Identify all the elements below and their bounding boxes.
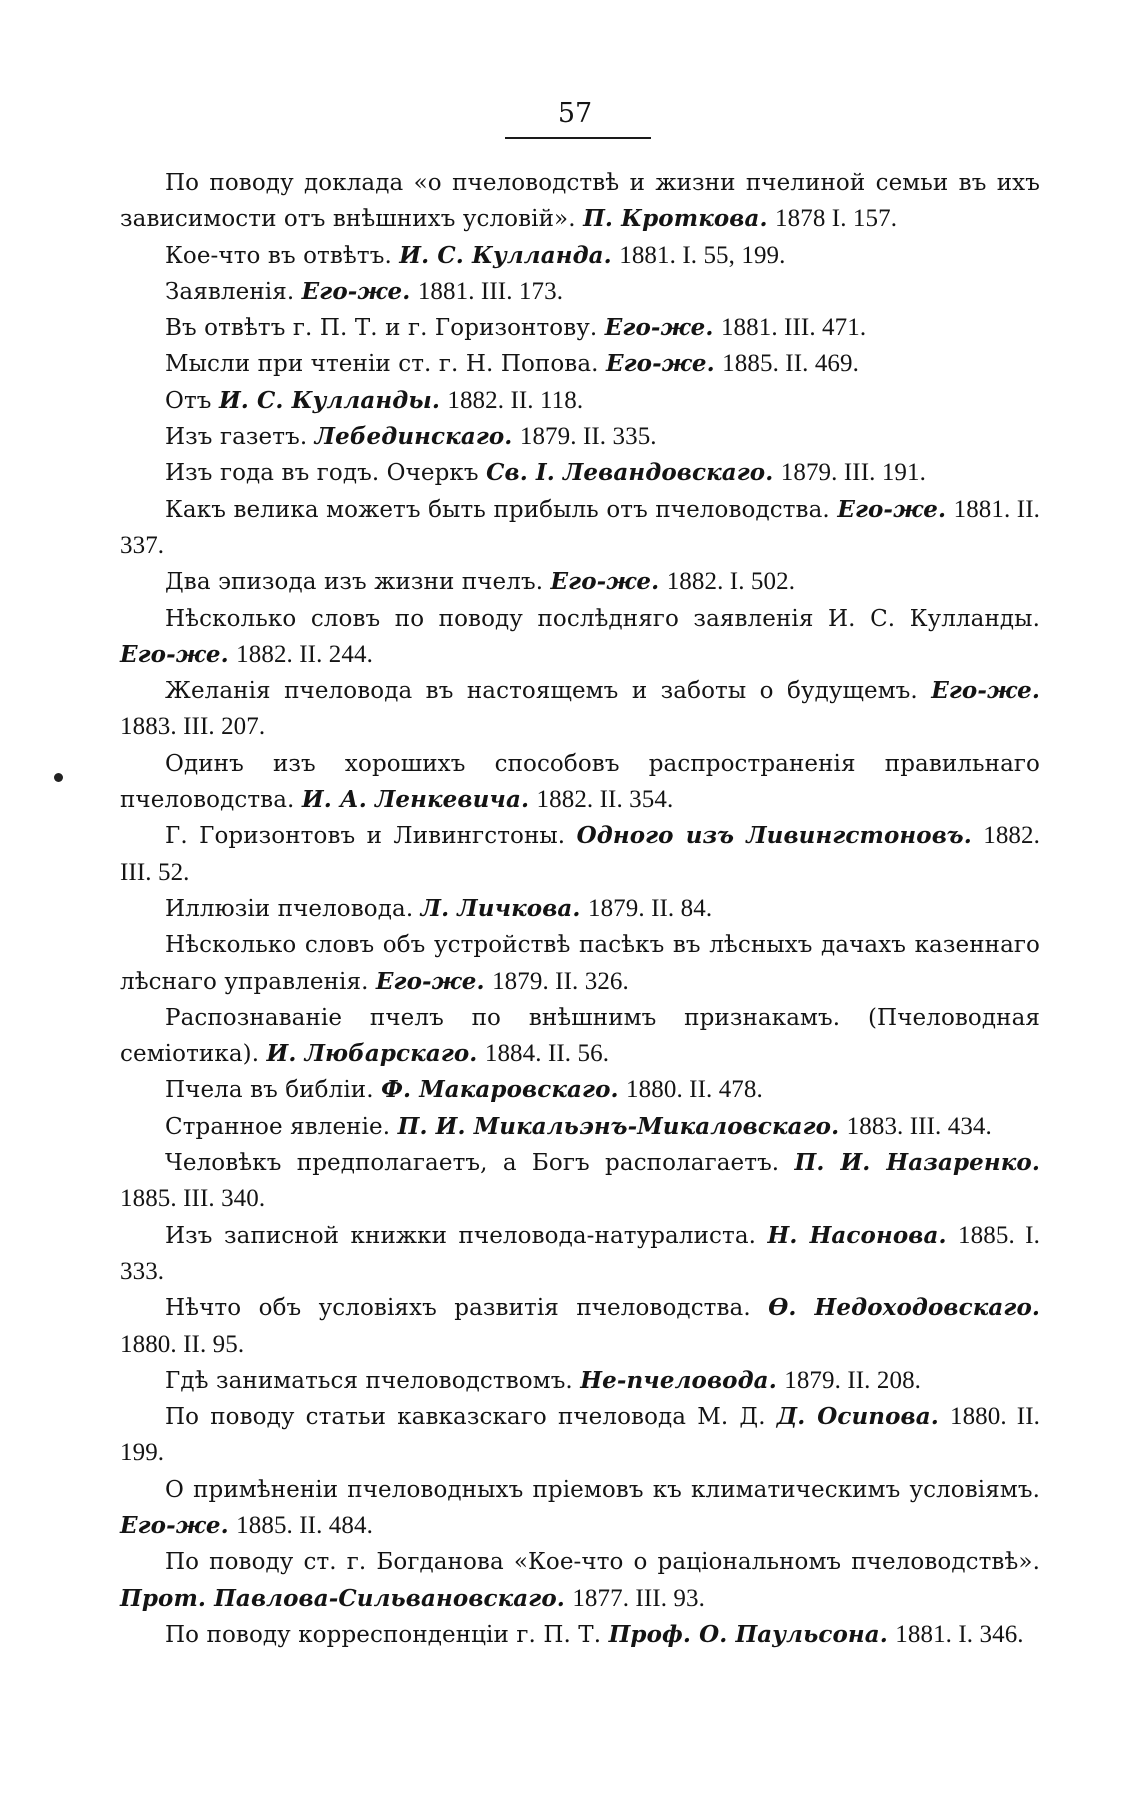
entry-author: Не-пчеловода. — [580, 1366, 777, 1394]
entry-reference: 1881. III. 471. — [720, 314, 867, 342]
bibliography-entry — [120, 274, 1040, 310]
bibliography-entry — [120, 891, 1040, 927]
entry-author: Его-же. — [931, 677, 1040, 705]
bibliography-entry — [120, 1000, 1040, 1073]
entry-reference: 1877. III. 93. — [572, 1584, 705, 1612]
entry-reference: 1882. II. 354. — [536, 786, 674, 814]
entry-author: И. С. Кулланды. — [218, 386, 440, 414]
entry-author: Его-же. — [120, 1511, 229, 1539]
bibliography-entry — [120, 455, 1040, 491]
entry-title: Два эпизода изъ жизни пчелъ. — [165, 569, 544, 596]
entry-reference: 1880. II. 478. — [626, 1076, 763, 1104]
entry-title: Желанія пчеловода въ настоящемъ и заботы о будущемъ. — [165, 678, 918, 705]
entry-reference: 1881. III. 173. — [417, 277, 564, 305]
entry-reference: 1881. I. 346. — [895, 1620, 1024, 1648]
entry-title: Какъ велика можетъ быть прибыль отъ пчеловодства. — [165, 496, 830, 523]
entry-title: Пчела въ библіи. — [165, 1077, 374, 1104]
bibliography-entry — [120, 165, 1040, 238]
bibliography-entry — [120, 673, 1040, 746]
bibliography-entry — [120, 1399, 1040, 1472]
entry-title: Мысли при чтеніи ст. г. Н. Попова. — [165, 351, 599, 378]
bibliography-entry — [120, 1145, 1040, 1218]
entry-reference: 1882. III. 52. — [120, 822, 1040, 886]
entry-reference: 1881. II. 337. — [120, 495, 1041, 559]
entry-title: Странное явленіе. — [165, 1113, 391, 1140]
entry-author: Ф. Макаровскаго. — [381, 1076, 619, 1104]
bibliography-entry — [120, 1617, 1040, 1653]
entry-reference: 1883. III. 207. — [120, 713, 266, 741]
entry-reference: 1879. II. 208. — [784, 1366, 922, 1394]
bibliography-entry — [120, 1544, 1040, 1617]
entry-reference: 1884. II. 56. — [484, 1040, 610, 1068]
entry-author: Св. І. Левандовскаго. — [486, 459, 774, 487]
entry-title: По поводу ст. г. Богданова «Кое-что о раціональномъ пчеловодствѣ». — [165, 1549, 1040, 1576]
bibliography-entry — [120, 346, 1040, 382]
entry-author: Одного изъ Ливингстоновъ. — [576, 822, 972, 850]
entry-title: Кое-что въ отвѣтъ. — [165, 242, 392, 269]
bibliography-entry — [120, 601, 1040, 674]
entry-author: Его-же. — [550, 568, 660, 596]
entry-title: Г. Горизонтовъ и Ливингстоны. — [165, 823, 566, 850]
entry-title: По поводу доклада «о пчеловодствѣ и жизни пчелиной семьи въ ихъ зависимости отъ внѣшнихъ условій». — [120, 170, 1040, 233]
entry-title: Человѣкъ предполагаетъ, а Богъ располагаетъ. — [165, 1150, 780, 1177]
bibliography-entry — [120, 1072, 1040, 1108]
entry-author: Ѳ. Недоходовскаго. — [768, 1294, 1040, 1322]
page-number-rule — [505, 137, 651, 139]
entry-reference: 1882. II. 244. — [236, 640, 373, 668]
entry-author: Д. Осипова. — [776, 1403, 939, 1431]
entry-author: П. И. Микальэнъ-Микаловскаго. — [397, 1112, 840, 1140]
bibliography-entry — [120, 1472, 1040, 1545]
entry-reference: 1880. II. 199. — [120, 1403, 1040, 1467]
entry-title: Гдѣ заниматься пчеловодствомъ. — [165, 1367, 573, 1394]
entry-reference: 1879. II. 335. — [519, 423, 657, 451]
entry-author: Н. Насонова. — [767, 1221, 947, 1249]
entry-reference: 1885. III. 340. — [120, 1185, 266, 1213]
entry-title: Изъ записной книжки пчеловода-натуралиста. — [165, 1222, 757, 1249]
entry-author: Л. Личкова. — [420, 894, 581, 922]
entry-title: Изъ газетъ. — [165, 424, 308, 451]
bibliography-entry — [120, 383, 1040, 419]
entry-reference: 1882. I. 502. — [666, 568, 796, 596]
entry-reference: 1879. II. 84. — [587, 894, 713, 922]
entry-author: Прот. Павлова-Сильвановскаго. — [120, 1584, 565, 1612]
bibliography-entry — [120, 1109, 1040, 1145]
entry-title: О примѣненіи пчеловодныхъ пріемовъ къ климатическимъ условіямъ. — [165, 1476, 1040, 1503]
entry-reference: 1879. II. 326. — [492, 967, 629, 995]
bibliography-entry — [120, 419, 1040, 455]
entry-title: Иллюзіи пчеловода. — [165, 895, 414, 922]
bibliography-entry — [120, 818, 1040, 891]
entry-reference: 1881. I. 55, 199. — [619, 241, 786, 269]
entry-title: Въ отвѣтъ г. П. Т. и г. Горизонтову. — [165, 315, 598, 342]
entry-author: П. И. Назаренко. — [794, 1149, 1040, 1177]
entry-author: Проф. О. Паульсона. — [608, 1620, 888, 1648]
entry-reference: 1880. II. 95. — [120, 1330, 245, 1358]
bibliography-entry — [120, 746, 1040, 819]
bibliography-entry — [120, 1363, 1040, 1399]
entry-author: Лебединскаго. — [314, 423, 513, 451]
bibliography-entry — [120, 492, 1040, 565]
margin-ink-dot — [54, 773, 63, 782]
entry-author: П. Кроткова. — [583, 205, 768, 233]
entry-reference: 1885. I. 333. — [120, 1221, 1040, 1285]
entry-title: Отъ — [165, 387, 212, 414]
bibliography-entry — [120, 238, 1040, 274]
entry-title: Распознаваніе пчелъ по внѣшнимъ признакамъ. (Пчеловодная семіотика). — [120, 1004, 1040, 1068]
entry-reference: 1885. II. 484. — [236, 1511, 373, 1539]
entry-title: По поводу статьи кавказскаго пчеловода М. Д. — [165, 1404, 766, 1431]
entry-author: И. С. Кулланда. — [399, 241, 612, 269]
entry-author: Его-же. — [837, 495, 947, 523]
entry-title: По поводу корреспонденціи г. П. Т. — [165, 1621, 602, 1648]
entry-title: Нѣсколько словъ объ устройствѣ пасѣкъ въ лѣсныхъ дачахъ казеннаго лѣснаго управленія. — [120, 932, 1040, 995]
entry-reference: 1883. III. 434. — [846, 1112, 992, 1140]
entry-author: Его-же. — [301, 277, 411, 305]
entry-title: Нѣчто объ условіяхъ развитія пчеловодства. — [165, 1295, 751, 1322]
entry-reference: 1878 I. 157. — [775, 205, 898, 233]
entry-title: Изъ года въ годъ. Очеркъ — [165, 460, 479, 487]
entry-author: Его-же. — [604, 314, 714, 342]
page-number: 57 — [557, 98, 593, 129]
entry-author: Его-же. — [120, 640, 229, 668]
entry-author: И. А. Ленкевича. — [301, 786, 530, 814]
entry-reference: 1885. II. 469. — [722, 350, 859, 378]
bibliography-list — [120, 165, 1040, 1653]
entry-title: Одинъ изъ хорошихъ способовъ распространенія правильнаго пчеловодства. — [120, 750, 1040, 814]
entry-author: Его-же. — [375, 967, 485, 995]
bibliography-entry — [120, 310, 1040, 346]
bibliography-entry — [120, 1290, 1040, 1363]
entry-reference: 1879. III. 191. — [780, 459, 926, 487]
entry-author: И. Любарскаго. — [266, 1040, 478, 1068]
entry-title: Заявленія. — [165, 278, 295, 305]
bibliography-entry — [120, 1218, 1040, 1291]
entry-reference: 1882. II. 118. — [447, 386, 584, 414]
entry-title: Нѣсколько словъ по поводу послѣдняго заявленія И. С. Кулланды. — [165, 605, 1040, 632]
entry-author: Его-же. — [606, 350, 715, 378]
bibliography-entry — [120, 927, 1040, 1000]
bibliography-entry — [120, 564, 1040, 600]
